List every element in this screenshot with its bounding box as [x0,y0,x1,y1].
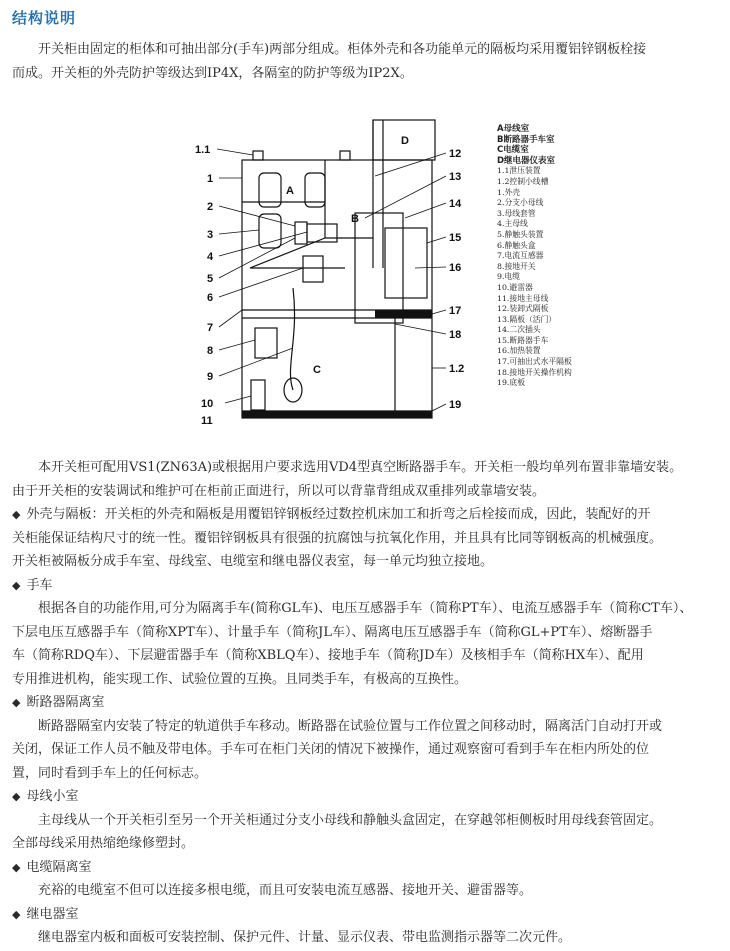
body-line: 本开关柜可配用VS1(ZN63A)或根据用户要求选用VD4型真空断路器手车。开关柜一般均单列布置非靠墙安装。 [38,460,683,475]
callout-label: 11 [201,415,213,427]
callout-label: 5 [207,273,214,285]
callout-label: 1.2 [449,363,465,375]
section-heading: ◆ 断路器隔离室 [12,691,724,715]
body-line: 车（简称RDQ车）、下层避雷器手车（简称XBLQ车）、接地手车（简称JD车）及核相手车（简称HX车）、配用 [12,648,644,663]
legend-item: 19.底板 [497,378,525,388]
callout-label: 13 [449,171,462,183]
body-line: 主母线从一个开关柜引至另一个开关柜通过分支小母线和静触头盒固定，在穿越邻柜侧板时用母线套管固定。 [38,812,663,828]
callout-label: 4 [207,251,214,263]
section-heading: ◆ 继电器室 [12,903,724,927]
section-heading: ◆ 电缆隔离室 [12,856,724,880]
legend-item: 3.母线套管 [497,208,536,218]
callout-label: 14 [449,198,462,210]
legend-item: 11.接地主母线 [497,293,549,303]
callout-label: 3 [207,229,214,241]
compartment-a-label: A [286,185,294,197]
legend-item: 6.静触头盒 [497,240,536,250]
compartment-d-label: D [401,135,409,147]
diagram-legend [497,124,572,389]
body-text [12,456,724,950]
legend-compartment: C电缆室 [497,145,529,156]
page-title: 结构说明 [12,9,77,27]
section-heading: ◆ 外壳与隔板：开关柜的外壳和隔板是用覆铝锌钢板经过数控机床加工和折弯之后栓接而成，因此，装配好的开 [12,503,724,527]
legend-item: 7.电流互感器 [497,251,544,261]
legend-item: 1.1泄压装置 [497,166,541,176]
body-line: 开关柜被隔板分成手车室、母线室、电缆室和继电器仪表室，每一单元均独立接地。 [12,554,494,569]
body-line: 置，同时看到手车上的任何标志。 [12,765,208,781]
legend-item: 5.静触头装置 [497,229,544,239]
legend-item: 14.二次插头 [497,325,541,335]
body-line: 关柜能保证结构尺寸的统一性。覆铝锌钢板具有很强的抗腐蚀与抗氧化作用，并且具有比同等钢板高的机械强度。 [12,530,663,546]
callout-label: 19 [449,399,462,411]
switchgear-diagram [195,118,495,436]
section-heading: ◆ 母线小室 [12,785,724,809]
callout-label: 9 [207,371,214,383]
callout-label: 18 [449,329,462,341]
callout-label: 16 [449,262,462,274]
callout-label: 2 [207,201,214,213]
body-line: 充裕的电缆室不但可以连接多根电缆，而且可安装电流互感器、接地开关、避雷器等。 [38,883,533,898]
body-line: 断路器隔室内安装了特定的轨道供手车移动。断路器在试验位置与工作位置之间移动时，隔离活门自动打开或 [38,718,663,734]
legend-item: 18.接地开关操作机构 [497,367,572,377]
callout-label: 7 [207,322,214,334]
callout-label: 6 [207,292,214,304]
section-heading: ◆ 手车 [12,574,724,598]
legend-item: 12.装卸式隔板 [497,304,549,314]
compartment-b-label: B [351,213,359,225]
legend-compartment: B断路器手车室 [497,134,555,145]
callout-label: 1.1 [195,144,211,156]
legend-item: 10.避雷器 [497,282,533,292]
legend-item: 13.隔板（活门） [497,314,557,324]
legend-item: 4.主母线 [497,219,528,229]
body-line: 根据各自的功能作用,可分为隔离手车(简称GL车)、电压互感器手车（简称PT车）、电流互感器手车（简称CT车）、 [38,601,693,616]
callout-label: 8 [207,345,214,357]
body-line: 专用推进机构，能实现工作、试验位置的互换。且同类手车，有极高的互换性。 [12,671,468,687]
callout-label: 10 [201,398,214,410]
body-line: 下层电压互感器手车（简称XPT车）、计量手车（简称JL车）、隔离电压互感器手车（简称GL+PT车）、熔断器手 [12,624,653,640]
legend-item: 17.可抽出式水平隔板 [497,357,572,367]
body-line: 由于开关柜的安装调试和维护可在柜前正面进行，所以可以背靠背组成双重排列或靠墙安装。 [12,483,546,499]
body-line: 全部母线采用热缩绝缘修塑封。 [12,836,195,851]
legend-item: 2.分支小母线 [497,198,544,208]
callout-label: 12 [449,148,462,160]
legend-item: 15.断路器手车 [497,335,549,345]
intro-paragraph [12,38,717,85]
legend-compartment: A母线室 [497,124,530,134]
intro-line: 开关柜由固定的柜体和可抽出部分(手车)两部分组成。柜体外壳和各功能单元的隔板均采用覆铝锌钢板栓接 [38,42,647,57]
callout-label: 17 [449,305,462,317]
legend-item: 16.加热装置 [497,346,541,356]
compartment-c-label: C [313,364,321,376]
intro-line: 而成。开关柜的外壳防护等级达到IP4X，各隔室的防护等级为IP2X。 [12,65,413,81]
legend-compartment: D继电器仪表室 [497,155,556,166]
legend-item: 1.外壳 [497,187,521,197]
body-line: 关闭，保证工作人员不触及带电体。手车可在柜门关闭的情况下被操作，通过观察窗可看到手车在柜内所处的位 [12,742,650,757]
callout-label: 15 [449,232,462,244]
legend-item: 9.电缆 [497,272,521,282]
callout-label: 1 [207,173,214,185]
legend-item: 8.接地开关 [497,261,536,271]
body-line: 继电器室内板和面板可安装控制、保护元件、计量、显示仪表、带电监测指示器等二次元件。 [38,930,572,945]
legend-item: 1.2控制小线槽 [497,176,549,186]
